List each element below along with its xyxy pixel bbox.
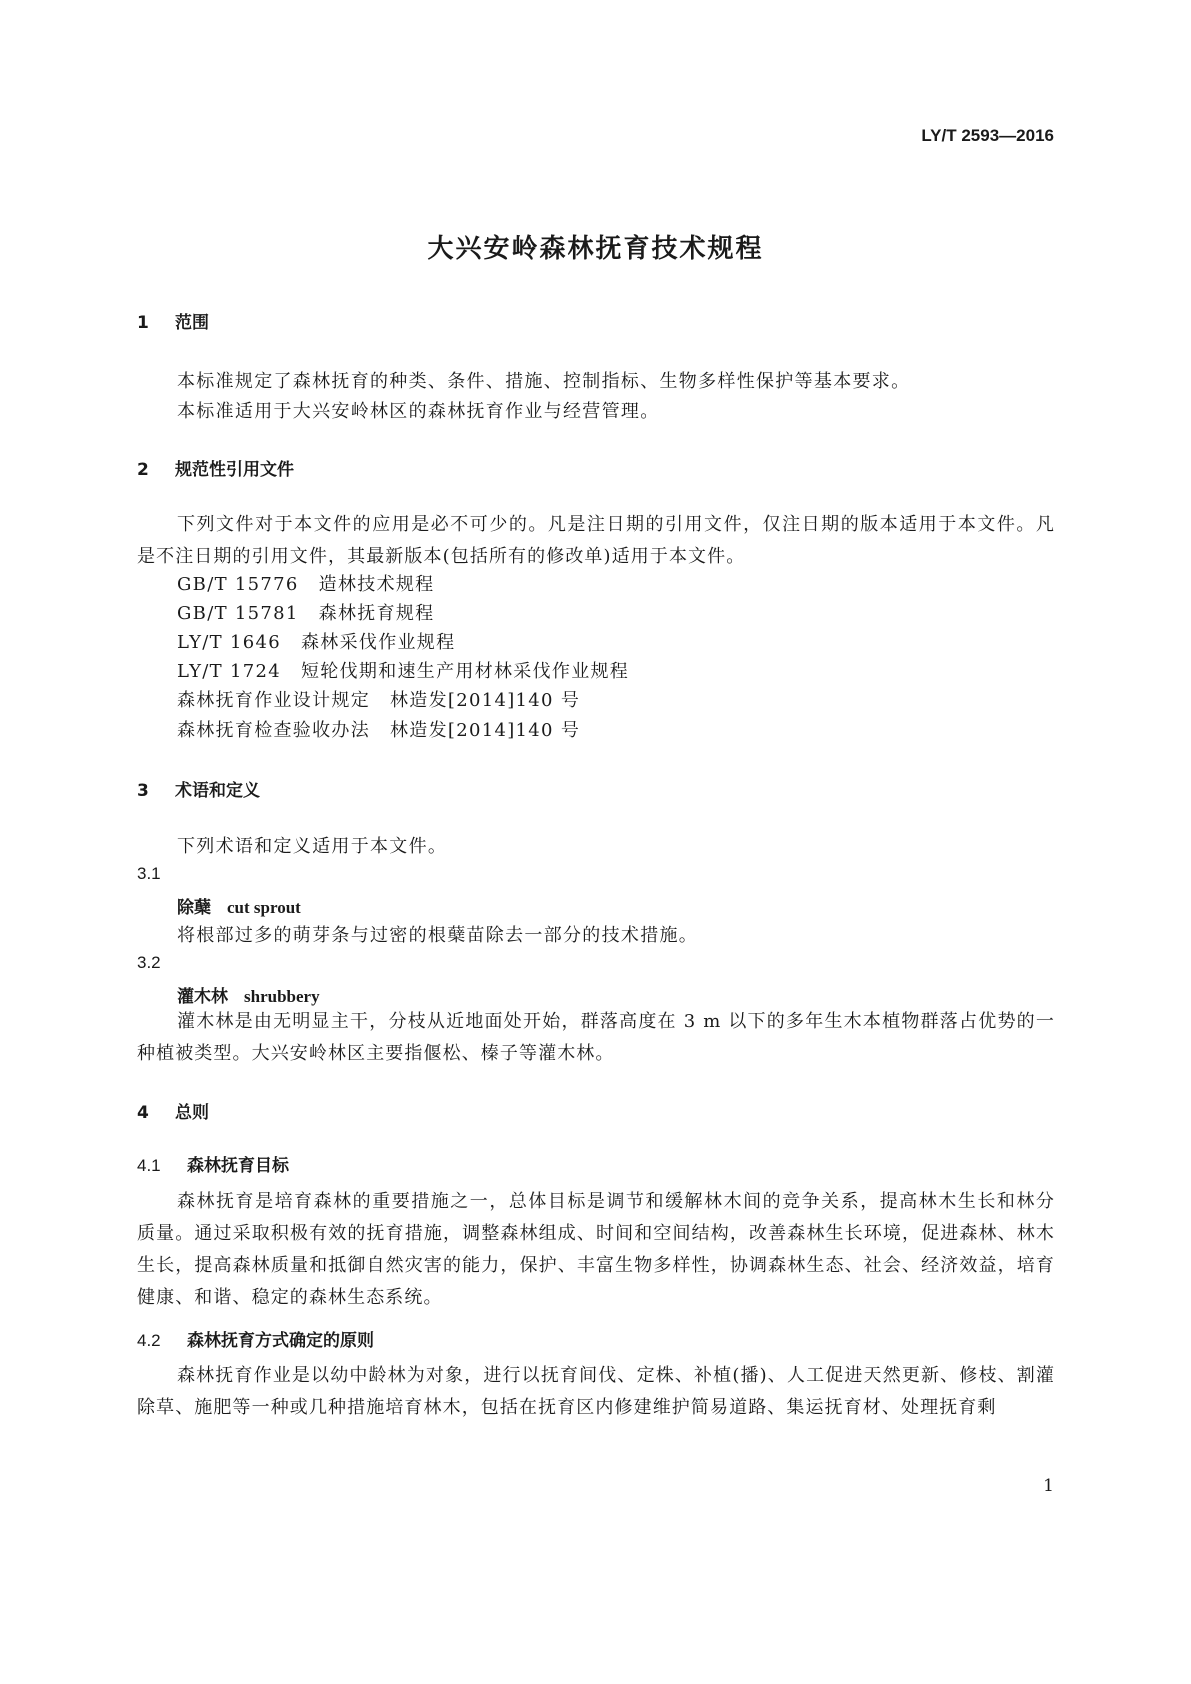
term-heading [177, 893, 301, 918]
section-number: 3 [137, 781, 149, 801]
document-title: 大兴安岭森林抚育技术规程 [427, 234, 764, 264]
reference-item [177, 628, 455, 654]
section-number: 2 [137, 460, 149, 480]
reference-title: 短轮伐期和速生产用材林采伐作业规程 [301, 661, 630, 682]
subsection-number: 4.1 [137, 1156, 161, 1175]
forest-tending-goal-text: 森林抚育是培育森林的重要措施之一，总体目标是调节和缓解林木间的竞争关系，提高林木生长和林分质量。通过采取积极有效的抚育措施，调整森林组成、时间和空间结构，改善森林生长环境，促进森林、林木生长，提高森林质量和抵御自然灾害的能力，保护、丰富生物多样性，协调森林生态、社会、经济效益，培育健康、和谐、稳定的森林生态系统。 [137, 1191, 1055, 1308]
subsection-title: 森林抚育方式确定的原则 [187, 1331, 374, 1351]
term-definition: 将根部过多的萌芽条与过密的根蘖苗除去一部分的技术措施。 [177, 925, 699, 946]
subsection-4-2-heading [137, 1326, 374, 1351]
term-definition: 灌木林是由无明显主干，分枝从近地面处开始，群落高度在 3 m 以下的多年生木本植物群落占优势的一种植被类型。大兴安岭林区主要指偃松、榛子等灌木林。 [137, 1011, 1055, 1064]
reference-code: 森林抚育检查验收办法 [177, 720, 370, 741]
section-title: 规范性引用文件 [175, 460, 294, 480]
scope-line-1: 本标准规定了森林抚育的种类、条件、措施、控制指标、生物多样性保护等基本要求。 [177, 371, 911, 392]
section-3-heading [137, 776, 260, 801]
section-4-heading [137, 1098, 209, 1123]
term-chinese: 除蘖 [177, 898, 211, 918]
section-title: 术语和定义 [175, 781, 260, 801]
tending-principle-text: 森林抚育作业是以幼中龄林为对象，进行以抚育间伐、定株、补植(播)、人工促进天然更新、修枝、割灌除草、施肥等一种或几种措施培育林木，包括在抚育区内修建维护简易道路、集运抚育材、处理抚育剩 [137, 1365, 1055, 1418]
term-number: 3.2 [137, 953, 161, 972]
reference-code: 森林抚育作业设计规定 [177, 690, 370, 711]
terms-intro: 下列术语和定义适用于本文件。 [177, 836, 448, 857]
section-number: 4 [137, 1103, 149, 1123]
subsection-4-1-heading [137, 1151, 289, 1176]
term-english: shrubbery [244, 987, 320, 1006]
page-number: 1 [1043, 1476, 1054, 1496]
section-number: 1 [137, 313, 149, 333]
reference-code: GB/T 15776 [177, 574, 299, 595]
term-chinese: 灌木林 [177, 987, 228, 1007]
standard-code: LY/T 2593—2016 [921, 126, 1054, 145]
reference-title: 林造发[2014]140 号 [390, 720, 581, 741]
reference-code: GB/T 15781 [177, 603, 299, 624]
references-intro: 下列文件对于本文件的应用是必不可少的。凡是注日期的引用文件，仅注日期的版本适用于本文件。凡是不注日期的引用文件，其最新版本(包括所有的修改单)适用于本文件。 [137, 514, 1055, 567]
reference-item [177, 570, 434, 596]
subsection-number: 4.2 [137, 1331, 161, 1350]
section-title: 总则 [175, 1103, 209, 1123]
section-1-heading [137, 308, 209, 333]
reference-title: 林造发[2014]140 号 [390, 690, 581, 711]
reference-item [177, 599, 434, 625]
reference-code: LY/T 1646 [177, 632, 281, 653]
subsection-title: 森林抚育目标 [187, 1156, 289, 1176]
term-heading [177, 982, 320, 1007]
reference-code: LY/T 1724 [177, 661, 281, 682]
term-number: 3.1 [137, 864, 161, 883]
reference-title: 森林抚育规程 [318, 603, 435, 624]
reference-title: 造林技术规程 [318, 574, 435, 595]
term-english: cut sprout [227, 898, 301, 917]
reference-title: 森林采伐作业规程 [301, 632, 456, 653]
reference-item [177, 716, 580, 742]
scope-line-2: 本标准适用于大兴安岭林区的森林抚育作业与经营管理。 [177, 401, 660, 422]
reference-item [177, 657, 629, 683]
section-2-heading [137, 455, 294, 480]
reference-item [177, 686, 580, 712]
section-title: 范围 [175, 313, 209, 333]
